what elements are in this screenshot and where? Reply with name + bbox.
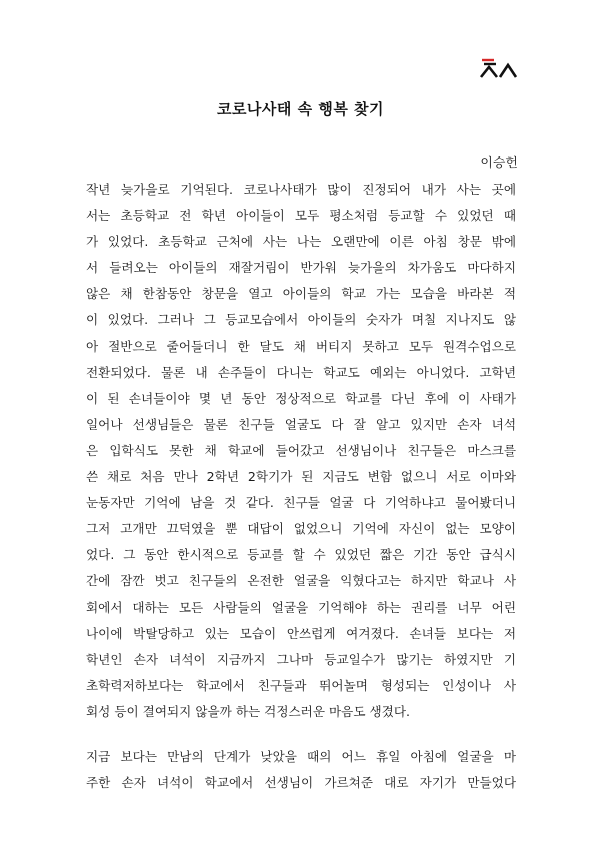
text-line: 은 입학식도 못한 채 학교에 들어갔고 선생님이나 친구들은 마스크를 [86, 442, 516, 458]
text-line: 서는 초등학교 전 학년 아이들이 모두 평소처럼 등교할 수 있었던 때 [86, 208, 516, 224]
text-line: 나이에 박탈당하고 있는 모습이 안쓰럽게 여겨졌다. 손녀들 보다는 저 [86, 625, 516, 641]
text-line: 그저 고개만 끄덕였을 뿐 대답이 없었으니 기억에 자신이 없는 모양이 [86, 521, 516, 537]
text-line: 전환되었다. 물론 내 손주들이 다니는 학교도 예외는 아니었다. 고학년 [86, 364, 516, 380]
text-line: 었다. 그 동안 한시적으로 등교를 할 수 있었던 짧은 기간 동안 급식시 [86, 547, 516, 563]
text-line: 지금 보다는 만남의 단계가 낮았을 때의 어느 휴일 아침에 얼굴을 마 [86, 748, 516, 764]
text-line: 일어나 선생님들은 물론 친구들 얼굴도 다 잘 알고 있지만 손자 녀석 [86, 416, 516, 432]
text-line: 눈동자만 기억에 남을 것 같다. 친구들 얼굴 다 기억하냐고 물어봤더니 [86, 495, 516, 511]
text-line: 간에 잠깐 벗고 친구들의 온전한 얼굴을 익혔다고는 하지만 학교나 사 [86, 573, 516, 589]
text-line: 이 있었다. 그러나 그 등교모습에서 아이들의 숫자가 며칠 지나지도 않 [86, 312, 516, 328]
text-line: 주한 손자 녀석이 학교에서 선생님이 가르쳐준 대로 자기가 만들었다 [86, 775, 516, 791]
text-line: 학년인 손자 녀석이 지금까지 그나마 등교일수가 많기는 하였지만 기 [86, 651, 516, 667]
publisher-logo-icon [478, 58, 518, 80]
essay-title: 코로나사태 속 행복 찾기 [216, 100, 385, 118]
text-line: 초학력저하보다는 학교에서 친구들과 뛰어놀며 형성되는 인성이나 사 [86, 677, 516, 693]
text-line: 아 절반으로 줄어들더니 한 달도 채 버티지 못하고 모두 원격수업으로 [86, 338, 516, 354]
essay-body [86, 177, 516, 796]
text-line: 서 들려오는 아이들의 재잘거림이 반가워 늦가을의 차가움도 마다하지 [86, 260, 516, 276]
text-line: 쓴 채로 처음 만나 2학년 2학기가 된 지금도 변함 없으니 서로 이마와 [86, 469, 516, 485]
paragraph-2 [86, 744, 516, 796]
text-line: 가 있었다. 초등학교 근처에 사는 나는 오랜만에 이른 아침 창문 밖에 [86, 234, 516, 250]
text-line: 회성 등이 결여되지 않을까 하는 걱정스러운 마음도 생겼다. [86, 703, 410, 719]
text-line: 회에서 대하는 모든 사람들의 얼굴을 기억해야 하는 권리를 너무 어린 [86, 599, 516, 615]
text-line: 작년 늦가을로 기억된다. 코로나사태가 많이 진정되어 내가 사는 곳에 [86, 182, 516, 197]
text-line: 이 된 손녀들이야 몇 년 동안 정상적으로 학교를 다닌 후에 이 사태가 [86, 390, 516, 406]
text-line: 않은 채 한참동안 창문을 열고 아이들의 학교 가는 모습을 바라본 적 [86, 286, 516, 302]
paragraph-1 [86, 177, 516, 725]
paragraph-gap [86, 725, 516, 744]
author-name: 이승헌 [480, 156, 518, 171]
